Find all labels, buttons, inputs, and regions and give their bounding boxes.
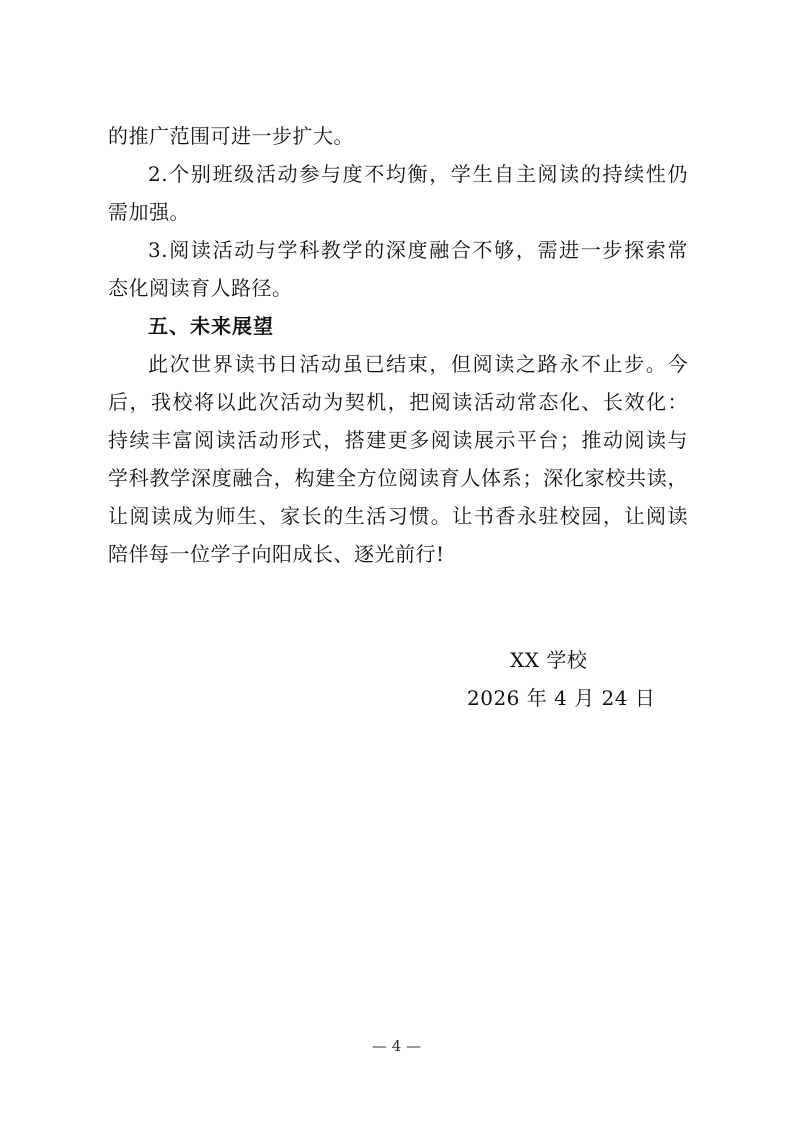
list-item-3-line-2: 态化阅读育人路径。 (108, 276, 293, 300)
paragraph-line-2: 后，我校将以此次活动为契机，把阅读活动常态化、长效化： (108, 390, 688, 414)
signature-organization: XX 学校 (510, 648, 588, 672)
section-heading: 五、未来展望 (148, 314, 274, 338)
page-number: — 4 — (371, 1037, 422, 1055)
paragraph-line-4: 学科教学深度融合，构建全方位阅读育人体系；深化家校共读， (108, 466, 688, 490)
body-line-1: 的推广范围可进一步扩大。 (108, 124, 354, 148)
list-item-2-line-1: 2.个别班级活动参与度不均衡，学生自主阅读的持续性仍 (148, 162, 688, 186)
signature-date: 2026 年 4 月 24 日 (467, 686, 656, 710)
paragraph-line-1: 此次世界读书日活动虽已结束，但阅读之路永不止步。今 (148, 352, 688, 376)
list-item-3-line-1: 3.阅读活动与学科教学的深度融合不够，需进一步探索常 (148, 238, 688, 262)
list-item-2-line-2: 需加强。 (108, 200, 190, 224)
paragraph-line-3: 持续丰富阅读活动形式，搭建更多阅读展示平台；推动阅读与 (108, 428, 688, 452)
paragraph-line-5: 让阅读成为师生、家长的生活习惯。让书香永驻校园，让阅读 (108, 504, 688, 528)
paragraph-line-6: 陪伴每一位学子向阳成长、逐光前行! (108, 542, 445, 566)
